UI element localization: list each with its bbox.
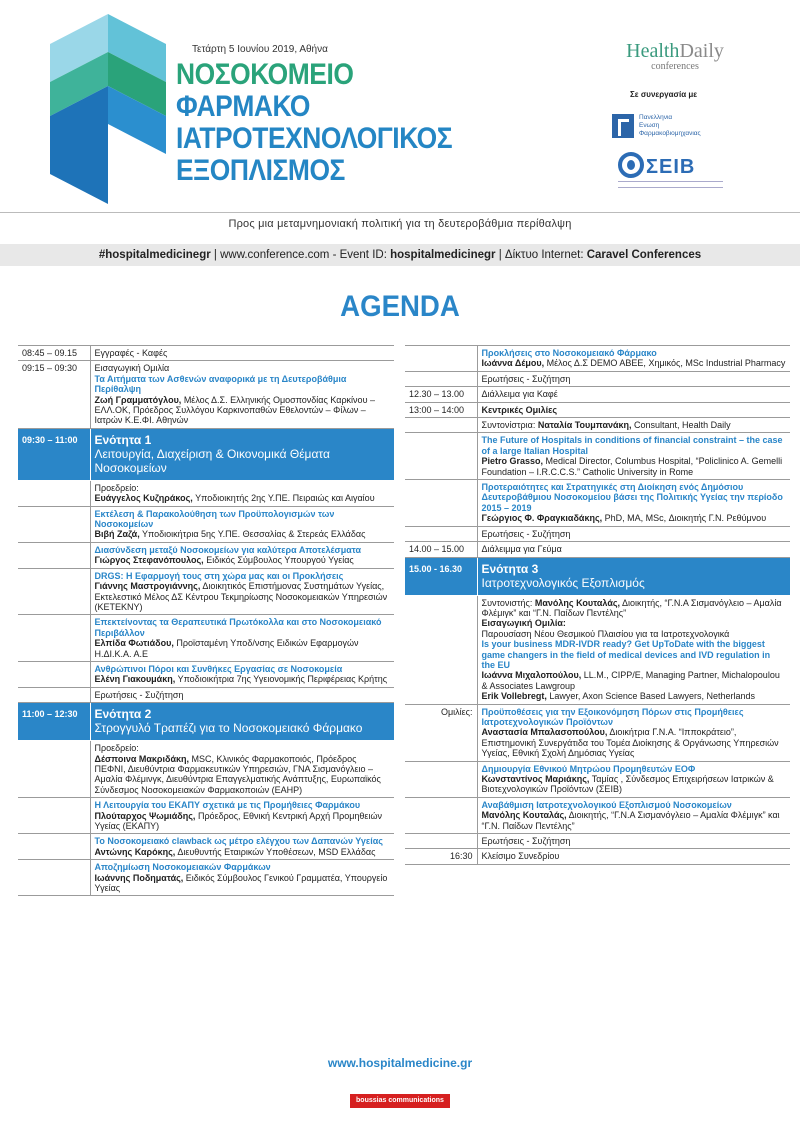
speaker-role: Μέλος Δ.Σ DEMO ABEE, Χημικός, MSc Industrial Pharmacy <box>544 358 786 369</box>
talk-title: The Future of Hospitals in conditions of financial constraint – the case of a large Italian Hospital <box>481 435 783 456</box>
speaker-role: Διοικητής, “Γ.Ν.Α Σισμανόγλειο – Αμαλία Φλέμιγκ” και “Γ.Ν. Παίδων Πεντέλης” <box>481 597 782 618</box>
boussias-logo: boussias communications <box>350 1094 450 1108</box>
table-row <box>405 834 790 849</box>
table-row <box>405 371 790 386</box>
table-row <box>18 506 394 542</box>
section-time: 11:00 – 12:30 <box>18 703 90 741</box>
logo-word-daily: Daily <box>679 40 724 62</box>
section-title: Λειτουργία, Διαχείριση & Οικονομικά Θέματα Νοσοκομείων <box>94 446 330 475</box>
pef-line-3: Φαρμακοβιομηχανιας <box>639 130 701 137</box>
table-row <box>18 615 394 662</box>
hashtag-sep-1: | www.conference.com - Event ID: <box>210 249 391 261</box>
speaker-name: Δέσποινα Μακριδάκη, <box>94 753 189 764</box>
agenda-left-column <box>18 345 394 896</box>
speaker-name: Pietro Grasso, <box>481 456 544 467</box>
speaker-role: Υποδιοικητής 2ης Υ.ΠΕ. Πειραιώς και Αιγαίου <box>192 493 375 504</box>
speaker-role: Υποδιοικήτρια 7ης Υγειονομικής Περιφέρειας Κρήτης <box>175 674 388 685</box>
table-row <box>18 346 394 361</box>
speaker-role: Διοικητής, “Γ.Ν.Α Σισμανόγλειο – Αμαλία Φλέμιγκ” και “Γ.Ν. Παίδων Πεντέλης” <box>481 810 780 831</box>
item-text: Κλείσιμο Συνεδρίου <box>477 849 790 864</box>
talk-title: Επεκτείνοντας τα Θεραπευτικά Πρωτόκολλα και στο Νοσοκομειακό Περιβάλλον <box>94 617 382 638</box>
speaker-role: Medical Director, Columbus Hospital, “Policlinico A. Gemelli Foundation – I.R.C.C.S.” Catholic University in Rome <box>481 456 783 477</box>
section-header <box>405 557 790 595</box>
item-cell <box>90 361 394 428</box>
speaker-role: Ειδικός Σύμβουλος Υπουργού Υγείας <box>203 555 354 566</box>
time-cell: 14.00 – 15.00 <box>405 542 477 557</box>
table-row <box>405 480 790 527</box>
time-cell: Ομιλίες: <box>405 704 477 761</box>
speaker-name: Βιβή Ζαζά, <box>94 529 140 540</box>
title-line-2: ΦΑΡΜΑΚΟ <box>176 90 311 123</box>
speaker-role: Προϊσταμένη Υποδ/νσης Ειδικών Εφαρμογών Η.ΔΙ.Κ.Α. Α.Ε <box>94 638 359 659</box>
footer-website-link[interactable]: www.hospitalmedicine.gr <box>327 1056 473 1070</box>
speaker-name: Ιωάννα Μιχαλοπούλου, <box>481 670 582 681</box>
hashtag-sep-2: | Δίκτυο Internet: <box>495 249 587 261</box>
speaker-name: Erik Vollebregt, <box>481 691 547 702</box>
talk-title: Προτεραιότητες και Στρατηγικές στη Διοίκηση ενός Δημόσιου Δευτεροβάθμιου Νοσοκομείου βάσει της Πολιτικής Υγείας την περίοδο 2015 – 2019 <box>481 482 783 513</box>
talk-title: Δημιουργία Εθνικού Μητρώου Προμηθευτών ΕΟΦ <box>481 763 696 774</box>
speaker-role: Υποδιοικήτρια 5ης Υ.ΠΕ. Θεσσαλίας & Στερεάς Ελλάδας <box>139 529 366 540</box>
item-cell <box>90 568 394 615</box>
item-cell <box>90 542 394 568</box>
item-cell <box>90 798 394 834</box>
speaker-name: Ζωή Γραμματόγλου, <box>94 394 182 405</box>
speaker-role: Μέλος Δ.Σ. Ελληνικής Ομοσπονδίας Καρκίνου – ΕΛΛ.ΟΚ, Πρόεδρος Συλλόγου Καρκινοπαθών Εθελοντών – Φίλων – Ιατρών Κ.Ε.ΦΙ. Αθηνών <box>94 394 375 426</box>
item-cell <box>477 433 790 480</box>
speaker-name: Ελένη Γιακουμάκη, <box>94 674 176 685</box>
item-text: Κεντρικές Ομιλίες <box>477 402 790 417</box>
table-row <box>405 849 790 864</box>
item-cell <box>90 741 394 798</box>
talk-title: Προϋποθέσεις για την Εξοικονόμηση Πόρων στις Προμήθειες Ιατροτεχνολογικών Προϊόντων <box>481 706 744 727</box>
hashtag-bar <box>0 244 800 266</box>
speaker-name: Πλούταρχος Ψωμιάδης, <box>94 810 196 821</box>
section-header <box>18 428 394 480</box>
speaker-name: Γιώργος Στεφανόπουλος, <box>94 555 204 566</box>
item-cell <box>477 704 790 761</box>
item-text: Ερωτήσεις - Συζήτηση <box>477 834 790 849</box>
table-row <box>405 542 790 557</box>
item-text: Διάλειμμα για Γεύμα <box>477 542 790 557</box>
talk-title: Εκτέλεση & Παρακολούθηση των Προϋπολογισμών των Νοσοκομείων <box>94 508 335 530</box>
table-row <box>18 480 394 506</box>
time-cell: 12.30 – 13.00 <box>405 387 477 402</box>
item-cell <box>477 346 790 372</box>
item-cell <box>90 661 394 687</box>
item-cell <box>90 615 394 662</box>
speaker-name: Ευάγγελος Κυζηράκος, <box>94 493 193 504</box>
talk-title: Η Λειτουργία του ΕΚΑΠΥ σχετικά με τις Προμήθειες Φαρμάκου <box>94 800 361 811</box>
speaker-role: PhD, MA, MSc, Διοικητής Γ.Ν. Ρεθύμνου <box>602 513 767 524</box>
table-row <box>405 595 790 704</box>
seib-text: ΣΕΙΒ <box>646 156 696 178</box>
section-title: Ιατροτεχνολογικός Εξοπλισμός <box>481 575 645 590</box>
speaker-role: Διοικητικός Επιστήμονας Συστημάτων Υγείας, Εκτελεστικό Μέλος ΔΣ Κέντρου Τεκμηρίωσης Νοσοκομειακών Υπηρεσιών (ΚΕΤΕΚΝΥ) <box>94 581 388 612</box>
item-cell <box>477 418 790 433</box>
section-number: Ενότητα 1 <box>94 432 152 447</box>
speaker-name: Αντώνης Καρόκης, <box>94 846 176 857</box>
seib-logo <box>616 150 726 190</box>
conference-logo-icon <box>38 14 178 204</box>
item-text: Διάλλειμα για Καφέ <box>477 387 790 402</box>
section-number: Ενότητα 2 <box>94 707 152 722</box>
speaker-role: Consultant, Health Daily <box>631 420 731 431</box>
time-cell: 08:45 – 09.15 <box>18 346 90 361</box>
section-number: Ενότητα 3 <box>481 561 539 576</box>
pef-icon <box>612 114 634 138</box>
agenda-right-column <box>405 345 790 865</box>
logo-word-health: Health <box>626 40 680 62</box>
speaker-name: Ιωάννης Ποδηματάς, <box>94 872 184 883</box>
table-row <box>405 704 790 761</box>
item-cell <box>477 595 790 704</box>
speaker-role: Ειδικός Σύμβουλος Γενικού Γραμματέα, Υπουργείο Υγείας <box>94 872 388 894</box>
table-row <box>18 687 394 702</box>
table-row <box>18 361 394 428</box>
talk-title: DRGS: Η Εφαρμογή τους στη χώρα μας και οι Προκλήσεις <box>94 570 344 581</box>
table-row <box>18 834 394 860</box>
speaker-name: Ελπίδα Φωτιάδου, <box>94 638 174 649</box>
speaker-role: MSC, Κλινικός Φαρμακοποιός, Πρόεδρος ΠΕΦΝΙ, Διευθύντρια Φαρμακευτικών Υπηρεσιών, ΓΝΑ Σισμανόγλειο – Αμαλία Φλέμινγκ, Διευθύντρια Επαγγελματικής Ανάπτυξης, Ευρωπαϊκός Σύνδεσμος Νοσοκομειακών Φαρμακοποιών (EAHP) <box>94 753 381 795</box>
logo-subtitle: conferences <box>651 61 699 72</box>
item-cell <box>477 761 790 797</box>
time-cell: 16:30 <box>405 849 477 864</box>
speaker-role: Πρόεδρος, Εθνική Κεντρική Αρχή Προμηθειών Υγείας (ΕΚΑΠΥ) <box>94 810 382 831</box>
item-text: Ερωτήσεις - Συζήτηση <box>477 371 790 386</box>
item-label: Εισαγωγική Ομιλία <box>94 363 170 374</box>
hashtag: #hospitalmedicinegr <box>98 249 211 261</box>
table-row <box>18 568 394 615</box>
item-cell <box>477 797 790 833</box>
speaker-role: Διοικήτρια Γ.Ν.Α. “Ιπποκράτειο”, Επιστημονική Συνεργάτιδα του Τομέα Διοίκησης & Οργάνωσης Υπηρεσιών Υγείας, Εθνική Σχολή Δημόσιας Υγείας <box>481 727 779 759</box>
item-label: Συντονίστρια: <box>481 420 538 431</box>
item-label: Προεδρείο: <box>94 482 139 493</box>
table-row <box>18 741 394 798</box>
event-date: Τετάρτη 5 Ιουνίου 2019, Αθήνα <box>192 44 328 55</box>
speaker-role: Διευθυντής Εταιρικών Υποθέσεων, MSD Ελλάδας <box>175 846 376 857</box>
title-line-3: ΙΑΤΡΟΤΕΧΝΟΛΟΓΙΚΟΣ <box>176 122 453 155</box>
item-cell <box>90 506 394 542</box>
seib-icon <box>618 152 644 178</box>
time-cell: 09:15 – 09:30 <box>18 361 90 428</box>
table-row <box>405 402 790 417</box>
time-cell: 13:00 – 14:00 <box>405 402 477 417</box>
talk-title: Αναβάθμιση Ιατροτεχνολογικού Εξοπλισμού Νοσοκομείων <box>481 799 732 810</box>
talk-title: Ανθρώπινοι Πόροι και Συνθήκες Εργασίας σε Νοσοκομεία <box>94 663 343 674</box>
table-row <box>405 797 790 833</box>
speaker-name: Ιωάννα Δέμου, <box>481 358 545 369</box>
title-line-4: ΕΞΟΠΛΙΣΜΟΣ <box>176 154 345 187</box>
table-row <box>18 661 394 687</box>
speaker-name: Κωνσταντίνος Μαριάκης, <box>481 774 590 784</box>
speaker-role: Ταμίας , Σύνδεσμος Επιχειρήσεων Ιατρικών & Βιοτεχνολογικών Προϊόντων (ΣΕΙΒ) <box>481 774 774 795</box>
table-row <box>405 433 790 480</box>
speaker-role: Lawyer, Axon Science Based Lawyers, Netherlands <box>546 691 755 702</box>
talk-title: Προκλήσεις στο Νοσοκομειακό Φάρμακο <box>481 348 657 358</box>
table-row <box>405 761 790 797</box>
intro-text: Παρουσίαση Νέου Θεσμικού Πλαισίου για τα Ιατροτεχνολογικά <box>481 628 730 639</box>
item-label: Προεδρείο: <box>94 743 139 754</box>
section-cell <box>477 557 790 595</box>
table-row <box>405 346 790 372</box>
item-cell <box>90 834 394 860</box>
table-row <box>18 542 394 568</box>
health-daily-logo <box>610 40 740 72</box>
speaker-name: Μανόλης Κουταλάς, <box>534 597 621 608</box>
section-title: Στρογγυλό Τραπέζι για το Νοσοκομειακό Φάρμακο <box>94 721 363 736</box>
pef-text <box>639 114 701 138</box>
intro-label: Εισαγωγική Ομιλία: <box>481 618 566 629</box>
title-line-1: ΝΟΣΟΚΟΜΕΙΟ <box>176 58 354 91</box>
agenda-title: AGENDA <box>340 290 460 323</box>
item-text: Ερωτήσεις - Συζήτηση <box>477 526 790 541</box>
section-cell <box>90 428 394 480</box>
pef-line-2: Ενωση <box>639 122 660 129</box>
table-row <box>405 418 790 433</box>
speaker-name: Γιάννης Μαστρογιάννης, <box>94 581 201 592</box>
seib-underline <box>618 181 723 188</box>
item-text: Εγγραφές - Καφές <box>90 346 394 361</box>
pef-logo <box>612 114 742 140</box>
item-text: Ερωτήσεις - Συζήτηση <box>90 687 394 702</box>
item-cell <box>477 480 790 527</box>
section-cell <box>90 703 394 741</box>
talk-title: Is your business MDR-IVDR ready? Get UpToDate with the biggest game changers in the field of medical devices and IVD regulation in the EU <box>481 639 771 670</box>
table-row <box>405 526 790 541</box>
section-time: 15.00 - 16.30 <box>405 557 477 595</box>
partners-label: Σε συνεργασία με <box>630 90 698 99</box>
event-id: hospitalmedicinegr <box>390 249 496 261</box>
speaker-name: Αναστασία Μπαλασοπούλου, <box>481 727 608 738</box>
table-row <box>405 387 790 402</box>
item-cell <box>90 860 394 896</box>
network-name: Caravel Conferences <box>586 249 702 261</box>
talk-title: Τα Αιτήματα των Ασθενών αναφορικά με τη Δευτεροβάθμια Περίθαλψη <box>94 373 347 395</box>
section-time: 09:30 – 11:00 <box>18 428 90 480</box>
tagline: Προς μια μεταμνημονιακή πολιτική για τη δευτεροβάθμια περίθαλψη <box>0 212 800 234</box>
talk-title: Αποζημίωση Νοσοκομειακών Φαρμάκων <box>94 862 271 873</box>
talk-title: Διασύνδεση μεταξύ Νοσοκομείων για καλύτερα Αποτελέσματα <box>94 544 362 555</box>
section-header <box>18 703 394 741</box>
speaker-name: Μανόλης Κουταλάς, <box>481 810 567 821</box>
talk-title: Το Νοσοκομειακό clawback ως μέτρο ελέγχου των Δαπανών Υγείας <box>94 836 383 847</box>
speaker-name: Ναταλία Τουμπανάκη, <box>537 420 632 431</box>
item-label: Συντονιστής: <box>481 597 535 608</box>
item-cell <box>90 480 394 506</box>
header <box>0 0 800 210</box>
table-row <box>18 798 394 834</box>
speaker-role: LL.M., CIPP/E, Managing Partner, Michalopoulou & Associates Lawgroup <box>481 670 780 691</box>
table-row <box>18 860 394 896</box>
speaker-name: Γεώργιος Φ. Φραγκιαδάκης, <box>481 513 603 524</box>
pef-line-1: Πανελληνια <box>639 114 673 121</box>
